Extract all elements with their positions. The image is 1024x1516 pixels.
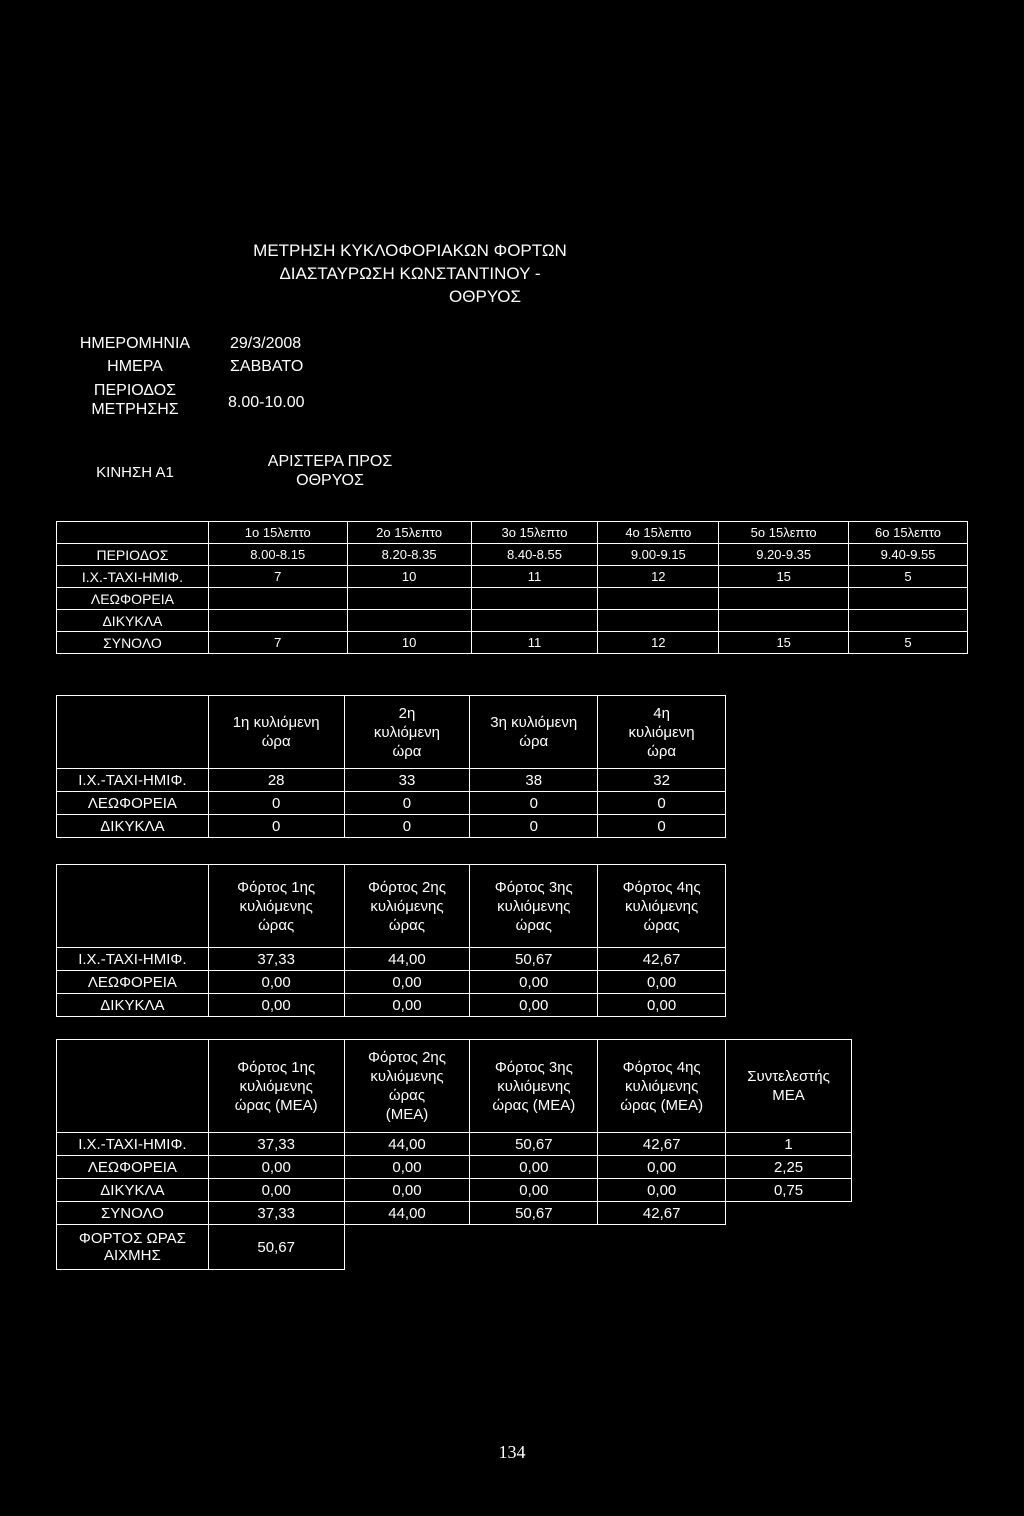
table-cell: 5: [849, 566, 968, 588]
movement-value-line-1: ΑΡΙΣΤΕΡΑ ΠΡΟΣ: [267, 453, 393, 470]
table-cell: [598, 588, 719, 610]
header-row: [57, 865, 726, 948]
period-label: [60, 381, 210, 419]
table-row: [57, 1133, 852, 1156]
table-cell: 0,00: [470, 971, 598, 994]
table-cell: [208, 588, 347, 610]
column-header: [726, 1040, 852, 1133]
date-value: 29/3/2008: [230, 335, 302, 352]
table-cell: 42,67: [598, 1202, 726, 1225]
table-cell: 10: [347, 566, 471, 588]
table-cell: 28: [208, 769, 344, 792]
table-cell: 38: [470, 769, 598, 792]
column-header-line: (ΜΕΑ): [385, 1106, 429, 1123]
column-header-line: Φόρτος 4ης: [622, 878, 701, 896]
table-row: [57, 971, 726, 994]
column-header-line: ώρας: [643, 916, 680, 934]
column-header-line: κυλιόμενης: [497, 897, 571, 915]
row-label: Ι.Χ.-ΤΑΧΙ-ΗΜΙΦ.: [57, 1133, 209, 1156]
table-cell: [598, 610, 719, 632]
table-row: [57, 544, 968, 566]
header-row: [57, 522, 968, 544]
column-header: 5ο 15λεπτο: [719, 522, 849, 544]
column-header-line: 3η κυλιόμενη: [490, 714, 578, 731]
peak-label-line: ΦΟΡΤΟΣ ΩΡΑΣ: [78, 1230, 186, 1247]
period-value: 8.00-10.00: [228, 394, 305, 411]
day-value: ΣΑΒΒΑΤΟ: [230, 358, 304, 375]
row-label: Ι.Χ.-ΤΑΧΙ-ΗΜΙΦ.: [57, 948, 209, 971]
corner-cell: [57, 1040, 209, 1133]
table-cell: 50,67: [470, 1202, 598, 1225]
table-cell: 37,33: [208, 1202, 344, 1225]
header-row: [57, 696, 726, 769]
table-cell: 9.00-9.15: [598, 544, 719, 566]
table-cell: 37,33: [208, 948, 344, 971]
table-cell: 0,00: [470, 1179, 598, 1202]
column-header: [344, 865, 470, 948]
table-cell: 44,00: [344, 948, 470, 971]
table-cell: 15: [719, 566, 849, 588]
table-cell: 0,00: [598, 994, 726, 1017]
column-header-line: Φόρτος 3ης: [494, 1058, 573, 1076]
table-cell: 0,00: [344, 1156, 470, 1179]
column-header: 1ο 15λεπτο: [208, 522, 347, 544]
table-row: [57, 1156, 852, 1179]
column-header-line: Φόρτος 2ης: [367, 878, 446, 896]
column-header: [344, 1040, 470, 1133]
column-header-line: ώρας (ΜΕΑ): [234, 1096, 318, 1114]
table-cell: 50,67: [470, 1133, 598, 1156]
table-cell: 0: [470, 792, 598, 815]
table-cell: 0,00: [344, 971, 470, 994]
table-cell: [208, 610, 347, 632]
date-label: ΗΜΕΡΟΜΗΝΙΑ: [79, 335, 191, 352]
column-header-line: κυλιόμενης: [239, 1077, 313, 1095]
table-row: [57, 792, 726, 815]
column-header: [598, 865, 726, 948]
table-cell: 0,00: [208, 1156, 344, 1179]
table-cell: [849, 610, 968, 632]
table-cell: 12: [598, 632, 719, 654]
table-cell: 44,00: [344, 1202, 470, 1225]
table-cell: 0: [344, 815, 470, 838]
day-label: ΗΜΕΡΑ: [107, 358, 163, 375]
table-cell: 0,00: [470, 1156, 598, 1179]
column-header-line: κυλιόμενης: [370, 1068, 444, 1085]
table-row: [57, 1179, 852, 1202]
peak-label: [57, 1225, 209, 1270]
table-cell: 37,33: [208, 1133, 344, 1156]
column-header-line: ΜΕΑ: [772, 1087, 805, 1104]
title-line-2: ΔΙΑΣΤΑΥΡΩΣΗ ΚΩΝΣΤΑΝΤΙΝΟΥ -: [279, 264, 541, 283]
table-cell: [471, 588, 598, 610]
row-label: ΛΕΩΦΟΡΕΙΑ: [57, 971, 209, 994]
table-cell: 8.40-8.55: [471, 544, 598, 566]
table-cell: 0,00: [208, 1179, 344, 1202]
column-header-line: ώρας: [258, 916, 295, 934]
table-cell: 32: [598, 769, 726, 792]
movement-label: ΚΙΝΗΣΗ Α1: [96, 464, 174, 481]
table-cell: 7: [208, 566, 347, 588]
table-cell: 5: [849, 632, 968, 654]
column-header-line: ώρας (ΜΕΑ): [492, 1096, 576, 1114]
column-header-line: Συντελεστής: [747, 1068, 830, 1085]
column-header: [470, 865, 598, 948]
peak-row: [57, 1225, 852, 1270]
table-row: [57, 769, 726, 792]
table-cell: 0,00: [208, 971, 344, 994]
table-cell: [849, 588, 968, 610]
table-row: [57, 994, 726, 1017]
table-cell: 0: [598, 815, 726, 838]
row-label: Ι.Χ.-ΤΑΧΙ-ΗΜΙΦ.: [57, 566, 209, 588]
column-header: [598, 1040, 726, 1133]
table-cell: 0: [208, 792, 344, 815]
column-header-line: κυλιόμενης: [624, 897, 699, 915]
row-label: ΔΙΚΥΚΛΑ: [57, 1179, 209, 1202]
table-row: [57, 815, 726, 838]
column-header-line: κυλιόμενης: [497, 1077, 571, 1095]
table-cell: 8.20-8.35: [347, 544, 471, 566]
column-header-line: ώρα: [519, 733, 549, 750]
table-cell: 11: [471, 566, 598, 588]
column-header-line: Φόρτος 1ης: [237, 1058, 316, 1076]
column-header-line: ώρα: [647, 742, 677, 760]
report-title: [200, 239, 620, 308]
column-header-line: ώρας: [515, 916, 552, 934]
period-label-line-1: ΠΕΡΙΟΔΟΣ: [93, 382, 177, 399]
row-label: ΛΕΩΦΟΡΕΙΑ: [57, 588, 209, 610]
table-row: [57, 948, 726, 971]
table-cell: 7: [208, 632, 347, 654]
row-label: ΔΙΚΥΚΛΑ: [57, 815, 209, 838]
movement-value: [250, 452, 410, 490]
column-header: 3ο 15λεπτο: [471, 522, 598, 544]
table-cell: 44,00: [344, 1133, 470, 1156]
table-cell: [719, 588, 849, 610]
rolling-hour-loads-table: [56, 864, 726, 1017]
page-number: 134: [498, 1442, 526, 1462]
table-cell: 0,00: [208, 994, 344, 1017]
header-row: [57, 1040, 852, 1133]
table-cell: 8.00-8.15: [208, 544, 347, 566]
row-label: ΔΙΚΥΚΛΑ: [57, 610, 209, 632]
movement-value-line-2: ΟΘΡΥΟΣ: [296, 472, 364, 489]
row-label: ΠΕΡΙΟΔΟΣ: [57, 544, 209, 566]
table-row: [57, 610, 968, 632]
column-header-line: ώρας: [388, 1087, 426, 1104]
table-cell: [347, 610, 471, 632]
peak-value: 50,67: [208, 1225, 344, 1270]
table-cell: 0,00: [598, 971, 726, 994]
row-label: ΣΥΝΟΛΟ: [57, 632, 209, 654]
table-cell: 0,75: [726, 1179, 852, 1202]
table-cell: 10: [347, 632, 471, 654]
table-cell: 0,00: [598, 1156, 726, 1179]
table-cell: 50,67: [470, 948, 598, 971]
table-cell: 42,67: [598, 948, 726, 971]
corner-cell: [57, 522, 209, 544]
table-cell: 0: [598, 792, 726, 815]
column-header-line: ώρα: [392, 742, 422, 760]
row-label: ΛΕΩΦΟΡΕΙΑ: [57, 792, 209, 815]
table-row: [57, 1202, 852, 1225]
table-cell: [347, 588, 471, 610]
period-label-line-2: ΜΕΤΡΗΣΗΣ: [91, 401, 179, 418]
column-header-line: 2η: [398, 704, 416, 722]
quarter-hour-counts-table: [56, 521, 968, 654]
table-cell: 0,00: [344, 1179, 470, 1202]
column-header: 6ο 15λεπτο: [849, 522, 968, 544]
column-header-line: Φόρτος 2ης: [368, 1049, 446, 1066]
table-cell: [471, 610, 598, 632]
table-cell: 0: [344, 792, 470, 815]
column-header-line: κυλιόμενης: [370, 897, 444, 915]
column-header-line: κυλιόμενης: [625, 1077, 699, 1095]
column-header: 2ο 15λεπτο: [347, 522, 471, 544]
table-cell: [726, 1202, 852, 1225]
table-cell: 0,00: [470, 994, 598, 1017]
column-header-line: 4η: [653, 704, 670, 722]
column-header: [470, 696, 598, 769]
table-cell: 42,67: [598, 1133, 726, 1156]
column-header-line: Φόρτος 4ης: [622, 1058, 701, 1076]
title-line-3: ΟΘΡΥΟΣ: [449, 287, 521, 306]
table-cell: 9.40-9.55: [849, 544, 968, 566]
column-header: [208, 1040, 344, 1133]
column-header: [598, 696, 726, 769]
column-header-line: Φόρτος 1ης: [237, 878, 316, 896]
column-header-line: ώρα: [261, 733, 291, 750]
table-cell: 9.20-9.35: [719, 544, 849, 566]
table-cell: 12: [598, 566, 719, 588]
table-cell: 33: [344, 769, 470, 792]
column-header: [470, 1040, 598, 1133]
table-cell: 15: [719, 632, 849, 654]
column-header: [208, 865, 344, 948]
corner-cell: [57, 865, 209, 948]
table-cell: 2,25: [726, 1156, 852, 1179]
column-header: 4ο 15λεπτο: [598, 522, 719, 544]
table-cell: 1: [726, 1133, 852, 1156]
title-line-1: ΜΕΤΡΗΣΗ ΚΥΚΛΟΦΟΡΙΑΚΩΝ ΦΟΡΤΩΝ: [253, 241, 567, 260]
column-header-line: κυλιόμενη: [628, 723, 695, 741]
rolling-hour-counts-table: [56, 695, 726, 838]
table-row: [57, 588, 968, 610]
table-cell: 0,00: [344, 994, 470, 1017]
table-cell: 0: [470, 815, 598, 838]
column-header-line: κυλιόμενη: [373, 723, 440, 741]
column-header-line: ώρας (ΜΕΑ): [620, 1096, 704, 1114]
column-header-line: 1η κυλιόμενη: [232, 714, 320, 731]
column-header-line: Φόρτος 3ης: [494, 878, 573, 896]
row-label: ΔΙΚΥΚΛΑ: [57, 994, 209, 1017]
column-header-line: κυλιόμενης: [239, 897, 313, 915]
table-cell: [719, 610, 849, 632]
table-row: [57, 566, 968, 588]
table-cell: 0: [208, 815, 344, 838]
peak-label-line: ΑΙΧΜΗΣ: [104, 1247, 161, 1264]
table-cell: 0,00: [598, 1179, 726, 1202]
table-row: [57, 632, 968, 654]
corner-cell: [57, 696, 209, 769]
column-header: [344, 696, 470, 769]
column-header-line: ώρας: [388, 916, 426, 934]
column-header: [208, 696, 344, 769]
row-label: ΣΥΝΟΛΟ: [57, 1202, 209, 1225]
row-label: ΛΕΩΦΟΡΕΙΑ: [57, 1156, 209, 1179]
row-label: Ι.Χ.-ΤΑΧΙ-ΗΜΙΦ.: [57, 769, 209, 792]
rolling-hour-pcu-table: [56, 1039, 852, 1270]
table-cell: 11: [471, 632, 598, 654]
